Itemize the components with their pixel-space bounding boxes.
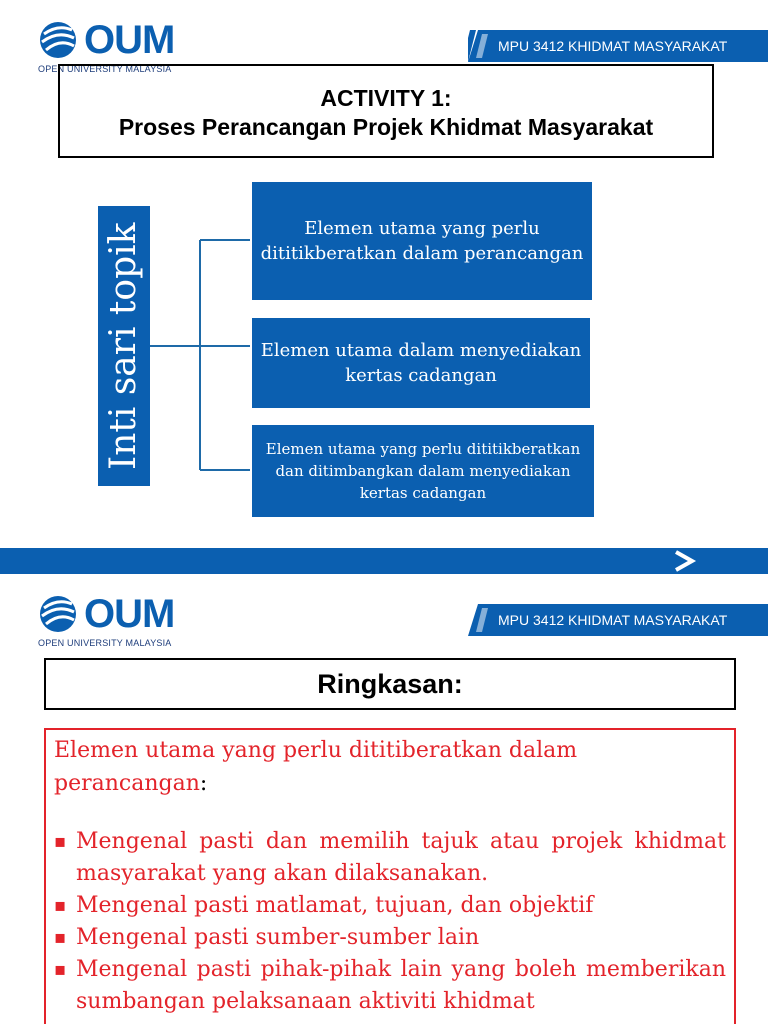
logo-subtitle: OPEN UNIVERSITY MALAYSIA — [38, 64, 172, 74]
course-banner — [468, 604, 768, 636]
list-item: ▪ Mengenal pasti matlamat, tujuan, dan objektif — [54, 890, 726, 922]
oum-globe-icon — [38, 20, 78, 60]
oum-logo — [38, 592, 188, 648]
summary-heading — [54, 734, 726, 800]
course-code: MPU 3412 KHIDMAT MASYARAKAT — [498, 38, 728, 54]
slide-2 — [0, 574, 768, 1024]
slide-divider — [0, 548, 768, 574]
activity-subtitle: Proses Perancangan Projek Khidmat Masyarakat — [118, 114, 654, 140]
topic-box-3: Elemen utama yang perlu dititikberatkan dan ditimbangkan dalam menyediakan kertas cadangan — [252, 425, 594, 517]
topic-box-1: Elemen utama yang perlu dititikberatkan dalam perancangan — [252, 182, 592, 300]
course-code: MPU 3412 KHIDMAT MASYARAKAT — [498, 612, 728, 628]
summary-bullet-list — [54, 826, 726, 1018]
topic-box-2: Elemen utama dalam menyediakan kertas cadangan — [252, 318, 590, 408]
summary-title: Ringkasan: — [44, 658, 736, 710]
oum-globe-icon — [38, 594, 78, 634]
tree-connector — [150, 180, 260, 480]
summary-heading-colon: : — [199, 771, 208, 796]
logo-text: OUM — [84, 592, 175, 636]
course-banner — [468, 30, 768, 62]
activity-title: ACTIVITY 1: — [320, 85, 452, 111]
list-item: ▪ Mengenal pasti sumber-sumber lain — [54, 922, 726, 954]
topic-summary-label: Inti sari topik — [103, 222, 144, 470]
summary-heading-text: Elemen utama yang perlu dititiberatkan dalam perancangan — [54, 738, 578, 796]
summary-content-box — [44, 728, 736, 1024]
chevron-right-icon — [666, 550, 706, 572]
list-item: ▪ Mengenal pasti pihak-pihak lain yang boleh memberikan sumbangan pelaksanaan aktiviti khidmat — [54, 954, 726, 1018]
list-item: ▪ Mengenal pasti dan memilih tajuk atau projek khidmat masyarakat yang akan dilaksanakan. — [54, 826, 726, 890]
logo-subtitle: OPEN UNIVERSITY MALAYSIA — [38, 638, 172, 648]
activity-title-box — [58, 64, 714, 158]
logo-text: OUM — [84, 18, 175, 62]
topic-summary-label-box — [98, 206, 150, 486]
